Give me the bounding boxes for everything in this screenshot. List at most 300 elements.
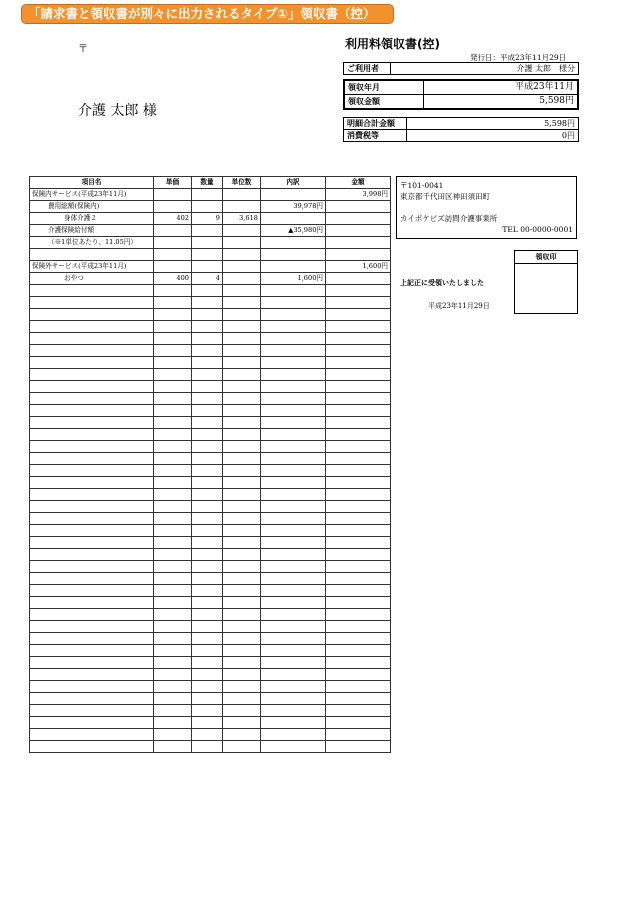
cell-quantity xyxy=(192,237,223,249)
blank-cell xyxy=(261,345,326,357)
provider-postal: 〒101-0041 xyxy=(400,181,444,190)
blank-cell xyxy=(30,657,154,669)
blank-cell xyxy=(192,477,223,489)
user-value: 介護 太郎 様分 xyxy=(391,63,579,75)
cell-item: 保険内サービス(平成23年11月) xyxy=(30,189,154,201)
blank-cell xyxy=(154,621,192,633)
addressee-name: 介護 太郎 様 xyxy=(78,103,157,119)
cell-unit-price xyxy=(154,225,192,237)
blank-cell xyxy=(192,633,223,645)
blank-cell xyxy=(154,345,192,357)
cell-item xyxy=(30,249,154,261)
blank-cell xyxy=(223,285,261,297)
blank-row xyxy=(30,333,391,345)
blank-cell xyxy=(192,369,223,381)
cell-breakdown xyxy=(261,261,326,273)
cell-unit-price: 400 xyxy=(154,273,192,285)
blank-cell xyxy=(223,645,261,657)
receipt-title: 利用料領収書(控) xyxy=(345,37,440,51)
blank-cell xyxy=(326,705,391,717)
blank-cell xyxy=(154,429,192,441)
blank-cell xyxy=(326,645,391,657)
blank-cell xyxy=(223,465,261,477)
blank-cell xyxy=(192,429,223,441)
blank-cell xyxy=(223,609,261,621)
blank-cell xyxy=(223,693,261,705)
blank-row xyxy=(30,561,391,573)
tax-value: 0円 xyxy=(407,130,579,142)
blank-row xyxy=(30,321,391,333)
blank-cell xyxy=(30,597,154,609)
blank-cell xyxy=(154,321,192,333)
issue-date: 発行日：平成23年11月29日 xyxy=(470,53,567,62)
blank-cell xyxy=(154,573,192,585)
blank-cell xyxy=(223,681,261,693)
subtotal-label: 明細合計金額 xyxy=(344,118,407,130)
blank-row xyxy=(30,693,391,705)
blank-row xyxy=(30,489,391,501)
blank-cell xyxy=(261,705,326,717)
blank-cell xyxy=(223,357,261,369)
blank-cell xyxy=(154,633,192,645)
blank-row xyxy=(30,597,391,609)
month-amount-box xyxy=(344,80,578,109)
blank-cell xyxy=(154,357,192,369)
blank-cell xyxy=(261,693,326,705)
blank-cell xyxy=(326,393,391,405)
blank-cell xyxy=(326,717,391,729)
blank-cell xyxy=(192,345,223,357)
cell-quantity xyxy=(192,201,223,213)
blank-cell xyxy=(30,297,154,309)
blank-cell xyxy=(326,345,391,357)
col-quantity: 数量 xyxy=(192,177,223,189)
cell-item: 介護保険給付額 xyxy=(30,225,154,237)
blank-cell xyxy=(30,393,154,405)
blank-cell xyxy=(261,465,326,477)
blank-cell xyxy=(154,729,192,741)
blank-cell xyxy=(326,609,391,621)
blank-cell xyxy=(192,657,223,669)
month-value: 平成23年11月 xyxy=(424,81,578,95)
blank-cell xyxy=(223,381,261,393)
blank-cell xyxy=(223,621,261,633)
blank-cell xyxy=(261,369,326,381)
cell-quantity xyxy=(192,261,223,273)
blank-cell xyxy=(326,477,391,489)
title-banner: 「請求書と領収書が別々に出力されるタイプ①」領収書（控） xyxy=(21,4,394,24)
blank-row xyxy=(30,549,391,561)
blank-cell xyxy=(192,573,223,585)
blank-cell xyxy=(154,681,192,693)
blank-cell xyxy=(326,417,391,429)
blank-cell xyxy=(223,489,261,501)
blank-cell xyxy=(192,729,223,741)
blank-row xyxy=(30,345,391,357)
cell-quantity: 4 xyxy=(192,273,223,285)
blank-cell xyxy=(223,573,261,585)
blank-cell xyxy=(154,549,192,561)
blank-cell xyxy=(223,441,261,453)
blank-cell xyxy=(30,441,154,453)
cell-breakdown: 1,600円 xyxy=(261,273,326,285)
blank-cell xyxy=(192,597,223,609)
cell-unit-price xyxy=(154,237,192,249)
blank-cell xyxy=(223,297,261,309)
blank-cell xyxy=(192,465,223,477)
blank-cell xyxy=(30,621,154,633)
subtotal-value: 5,598円 xyxy=(407,118,579,130)
blank-cell xyxy=(326,513,391,525)
blank-row xyxy=(30,477,391,489)
cell-unit-price xyxy=(154,249,192,261)
blank-row xyxy=(30,585,391,597)
blank-cell xyxy=(261,585,326,597)
blank-cell xyxy=(30,417,154,429)
blank-cell xyxy=(326,561,391,573)
blank-cell xyxy=(30,369,154,381)
blank-cell xyxy=(223,417,261,429)
blank-row xyxy=(30,393,391,405)
blank-cell xyxy=(154,741,192,753)
blank-cell xyxy=(261,501,326,513)
blank-cell xyxy=(192,381,223,393)
blank-cell xyxy=(154,693,192,705)
cell-item: 費用総額(保険内) xyxy=(30,201,154,213)
blank-cell xyxy=(326,621,391,633)
blank-cell xyxy=(192,417,223,429)
blank-cell xyxy=(326,633,391,645)
blank-cell xyxy=(192,561,223,573)
received-text: 上記正に受領いたしました xyxy=(400,279,484,287)
blank-cell xyxy=(261,417,326,429)
blank-cell xyxy=(261,513,326,525)
blank-cell xyxy=(261,669,326,681)
table-row xyxy=(30,201,391,213)
blank-cell xyxy=(30,729,154,741)
blank-row xyxy=(30,573,391,585)
cell-breakdown xyxy=(261,249,326,261)
cell-amount xyxy=(326,225,391,237)
blank-cell xyxy=(30,453,154,465)
blank-cell xyxy=(154,309,192,321)
blank-cell xyxy=(326,381,391,393)
cell-quantity xyxy=(192,225,223,237)
blank-cell xyxy=(223,633,261,645)
cell-breakdown xyxy=(261,237,326,249)
blank-cell xyxy=(326,333,391,345)
blank-cell xyxy=(30,549,154,561)
blank-cell xyxy=(192,645,223,657)
blank-cell xyxy=(326,297,391,309)
cell-amount xyxy=(326,201,391,213)
blank-row xyxy=(30,465,391,477)
cell-unit-price xyxy=(154,189,192,201)
blank-cell xyxy=(30,561,154,573)
blank-cell xyxy=(261,537,326,549)
blank-cell xyxy=(326,309,391,321)
blank-cell xyxy=(154,489,192,501)
blank-row xyxy=(30,609,391,621)
col-amount: 金額 xyxy=(326,177,391,189)
blank-cell xyxy=(192,489,223,501)
blank-cell xyxy=(223,369,261,381)
blank-cell xyxy=(261,717,326,729)
table-row xyxy=(30,189,391,201)
blank-cell xyxy=(326,285,391,297)
blank-cell xyxy=(30,609,154,621)
blank-row xyxy=(30,717,391,729)
blank-cell xyxy=(326,597,391,609)
blank-row xyxy=(30,657,391,669)
blank-cell xyxy=(30,477,154,489)
blank-cell xyxy=(326,357,391,369)
blank-row xyxy=(30,429,391,441)
blank-cell xyxy=(261,549,326,561)
blank-cell xyxy=(192,549,223,561)
blank-cell xyxy=(223,537,261,549)
cell-units xyxy=(223,273,261,285)
blank-cell xyxy=(154,705,192,717)
blank-cell xyxy=(30,285,154,297)
blank-cell xyxy=(223,477,261,489)
cell-units xyxy=(223,237,261,249)
blank-cell xyxy=(223,717,261,729)
cell-breakdown xyxy=(261,213,326,225)
blank-cell xyxy=(154,381,192,393)
col-breakdown: 内訳 xyxy=(261,177,326,189)
blank-cell xyxy=(261,657,326,669)
cell-units xyxy=(223,189,261,201)
blank-cell xyxy=(223,501,261,513)
blank-cell xyxy=(154,417,192,429)
blank-cell xyxy=(154,285,192,297)
col-item-name: 項目名 xyxy=(30,177,154,189)
blank-cell xyxy=(326,693,391,705)
blank-row xyxy=(30,357,391,369)
blank-cell xyxy=(30,645,154,657)
col-unit-price: 単価 xyxy=(154,177,192,189)
blank-cell xyxy=(30,405,154,417)
postal-mark: 〒 xyxy=(78,44,88,55)
month-label: 領収年月 xyxy=(345,81,424,95)
blank-cell xyxy=(192,393,223,405)
blank-cell xyxy=(154,477,192,489)
blank-cell xyxy=(326,549,391,561)
blank-cell xyxy=(261,393,326,405)
blank-cell xyxy=(30,585,154,597)
blank-cell xyxy=(223,309,261,321)
table-row xyxy=(30,237,391,249)
table-row xyxy=(30,249,391,261)
blank-cell xyxy=(30,321,154,333)
blank-cell xyxy=(30,693,154,705)
blank-cell xyxy=(261,357,326,369)
blank-cell xyxy=(326,657,391,669)
blank-cell xyxy=(192,321,223,333)
blank-cell xyxy=(30,669,154,681)
blank-cell xyxy=(261,453,326,465)
blank-cell xyxy=(192,333,223,345)
blank-row xyxy=(30,405,391,417)
blank-row xyxy=(30,681,391,693)
blank-cell xyxy=(223,729,261,741)
cell-item: おやつ xyxy=(30,273,154,285)
blank-cell xyxy=(261,525,326,537)
blank-cell xyxy=(192,621,223,633)
table-row xyxy=(30,213,391,225)
blank-cell xyxy=(261,381,326,393)
cell-units xyxy=(223,201,261,213)
blank-cell xyxy=(154,501,192,513)
blank-cell xyxy=(223,453,261,465)
blank-cell xyxy=(326,441,391,453)
blank-cell xyxy=(30,381,154,393)
blank-row xyxy=(30,453,391,465)
blank-cell xyxy=(326,405,391,417)
blank-cell xyxy=(261,309,326,321)
blank-cell xyxy=(223,525,261,537)
blank-cell xyxy=(223,561,261,573)
blank-cell xyxy=(154,597,192,609)
blank-cell xyxy=(192,297,223,309)
blank-cell xyxy=(192,453,223,465)
blank-cell xyxy=(154,645,192,657)
blank-cell xyxy=(192,501,223,513)
cell-amount: 3,998円 xyxy=(326,189,391,201)
blank-cell xyxy=(30,465,154,477)
blank-cell xyxy=(154,393,192,405)
blank-cell xyxy=(326,453,391,465)
provider-tel: TEL 00-0000-0001 xyxy=(502,225,573,234)
blank-cell xyxy=(192,741,223,753)
blank-cell xyxy=(154,609,192,621)
blank-cell xyxy=(261,489,326,501)
blank-cell xyxy=(261,741,326,753)
provider-name: カイポケビズ訪問介護事業所 xyxy=(400,214,498,223)
blank-cell xyxy=(192,705,223,717)
blank-cell xyxy=(154,669,192,681)
blank-cell xyxy=(261,561,326,573)
blank-cell xyxy=(192,525,223,537)
cell-units: 3,618 xyxy=(223,213,261,225)
blank-cell xyxy=(192,585,223,597)
blank-cell xyxy=(154,441,192,453)
blank-cell xyxy=(30,513,154,525)
blank-row xyxy=(30,441,391,453)
blank-cell xyxy=(192,405,223,417)
blank-cell xyxy=(326,369,391,381)
blank-cell xyxy=(261,681,326,693)
blank-row xyxy=(30,501,391,513)
blank-cell xyxy=(223,741,261,753)
blank-cell xyxy=(261,405,326,417)
blank-cell xyxy=(154,657,192,669)
blank-cell xyxy=(261,321,326,333)
blank-cell xyxy=(261,429,326,441)
blank-cell xyxy=(326,537,391,549)
amount-label: 領収金額 xyxy=(345,95,424,109)
blank-cell xyxy=(326,741,391,753)
blank-cell xyxy=(30,525,154,537)
blank-row xyxy=(30,537,391,549)
blank-cell xyxy=(326,429,391,441)
blank-cell xyxy=(192,309,223,321)
blank-cell xyxy=(30,717,154,729)
cell-amount: 1,600円 xyxy=(326,261,391,273)
blank-cell xyxy=(223,393,261,405)
provider-box xyxy=(396,176,577,239)
blank-cell xyxy=(261,573,326,585)
blank-cell xyxy=(261,333,326,345)
blank-cell xyxy=(30,345,154,357)
cell-quantity: 9 xyxy=(192,213,223,225)
cell-amount xyxy=(326,213,391,225)
blank-cell xyxy=(223,669,261,681)
blank-cell xyxy=(223,597,261,609)
tax-label: 消費税等 xyxy=(344,130,407,142)
cell-amount xyxy=(326,273,391,285)
cell-units xyxy=(223,261,261,273)
blank-cell xyxy=(154,453,192,465)
blank-cell xyxy=(261,441,326,453)
blank-cell xyxy=(192,285,223,297)
blank-cell xyxy=(261,729,326,741)
blank-cell xyxy=(30,681,154,693)
subtotal-box xyxy=(343,117,579,142)
blank-cell xyxy=(30,357,154,369)
blank-cell xyxy=(326,465,391,477)
cell-unit-price xyxy=(154,261,192,273)
blank-cell xyxy=(223,549,261,561)
blank-row xyxy=(30,381,391,393)
blank-row xyxy=(30,513,391,525)
blank-cell xyxy=(30,333,154,345)
blank-row xyxy=(30,669,391,681)
cell-breakdown: 39,978円 xyxy=(261,201,326,213)
received-date: 平成23年11月29日 xyxy=(428,302,490,310)
cell-units xyxy=(223,225,261,237)
blank-cell xyxy=(326,573,391,585)
cell-units xyxy=(223,249,261,261)
cell-quantity xyxy=(192,249,223,261)
blank-cell xyxy=(154,525,192,537)
detail-table xyxy=(29,176,391,753)
blank-cell xyxy=(192,669,223,681)
user-label: ご利用者 xyxy=(344,63,391,75)
blank-cell xyxy=(154,405,192,417)
blank-cell xyxy=(30,705,154,717)
blank-cell xyxy=(154,369,192,381)
blank-cell xyxy=(326,729,391,741)
blank-cell xyxy=(261,285,326,297)
cell-quantity xyxy=(192,189,223,201)
blank-cell xyxy=(326,669,391,681)
blank-cell xyxy=(261,633,326,645)
blank-cell xyxy=(326,585,391,597)
blank-cell xyxy=(223,333,261,345)
blank-cell xyxy=(223,405,261,417)
blank-cell xyxy=(223,513,261,525)
blank-row xyxy=(30,705,391,717)
blank-cell xyxy=(261,597,326,609)
blank-row xyxy=(30,729,391,741)
blank-cell xyxy=(261,609,326,621)
blank-cell xyxy=(30,489,154,501)
cell-breakdown: ▲35,980円 xyxy=(261,225,326,237)
blank-cell xyxy=(326,501,391,513)
blank-cell xyxy=(30,573,154,585)
